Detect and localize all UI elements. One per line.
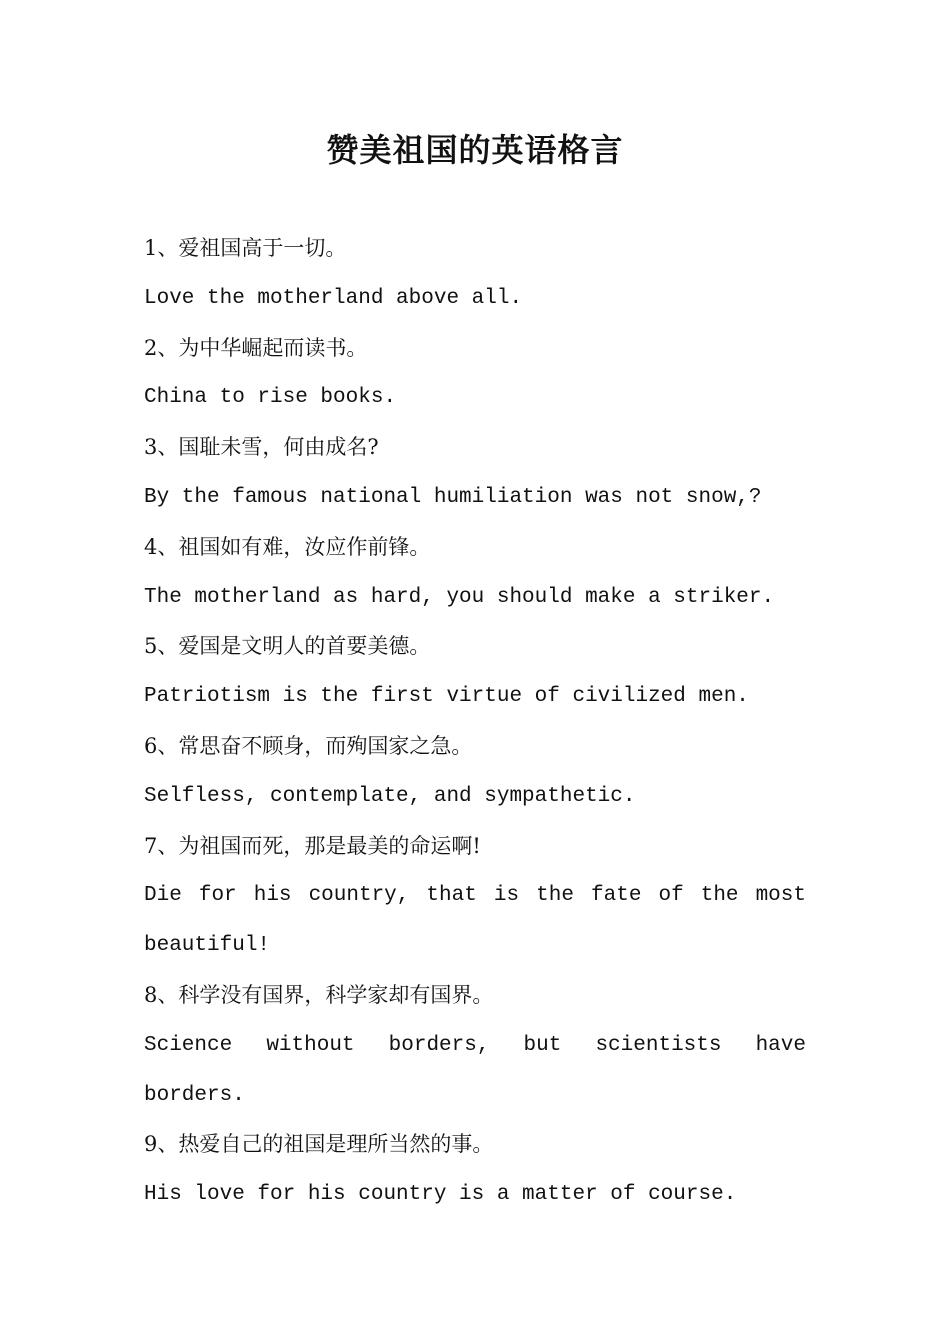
quote-en-7: Die for his country, that is the fate of the most beautiful!: [144, 884, 806, 958]
quote-en-4: The motherland as hard, you should make a striker.: [144, 585, 775, 609]
quote-zh-1: 1、爱祖国高于一切。: [144, 236, 347, 260]
quote-en-2: China to rise books.: [144, 386, 397, 410]
document-body: [144, 224, 806, 1220]
quote-en-5: Patriotism is the first virtue of civilized men.: [144, 685, 749, 709]
quote-zh-2: 2、为中华崛起而读书。: [144, 335, 368, 360]
quote-zh-6: 6、常思奋不顾身，而殉国家之急。: [144, 733, 473, 758]
document-title: 赞美祖国的英语格言: [326, 131, 624, 169]
quote-en-8: Science without borders, but scientists have borders.: [144, 1033, 806, 1107]
quote-zh-3: 3、国耻未雪，何由成名?: [144, 435, 379, 460]
quote-en-3: By the famous national humiliation was not snow,?: [144, 485, 762, 509]
quote-zh-7: 7、为祖国而死，那是最美的命运啊!: [144, 833, 481, 858]
quote-zh-8: 8、科学没有国界，科学家却有国界。: [144, 982, 494, 1007]
quote-en-9: His love for his country is a matter of course.: [144, 1183, 737, 1207]
quote-zh-5: 5、爱国是文明人的首要美德。: [144, 634, 431, 659]
quote-zh-4: 4、祖国如有难，汝应作前锋。: [144, 534, 431, 559]
quote-en-6: Selfless, contemplate, and sympathetic.: [144, 784, 636, 808]
quote-zh-9: 9、热爱自己的祖国是理所当然的事。: [144, 1132, 494, 1157]
quote-en-1: Love the motherland above all.: [144, 286, 523, 310]
